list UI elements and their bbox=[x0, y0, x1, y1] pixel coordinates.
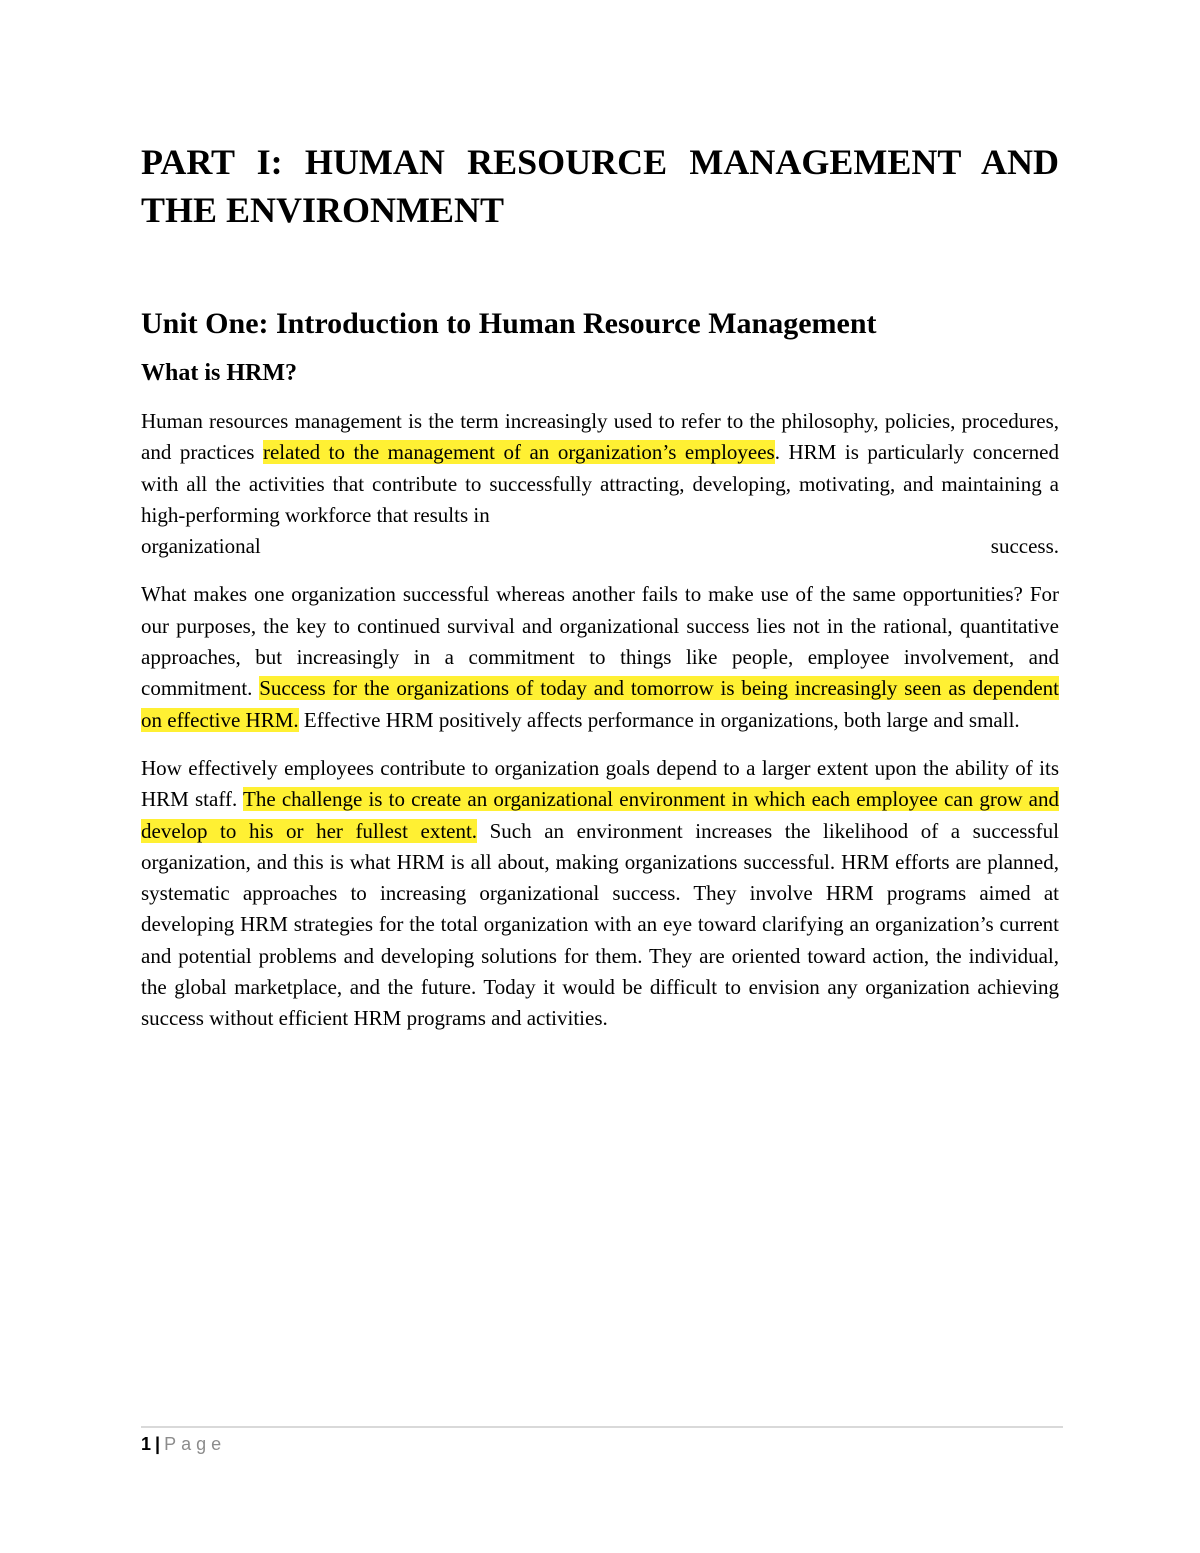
paragraph-2-highlight: Success for the organizations of today and tomorrow is being increasingly seen as dependent on effective HRM. bbox=[141, 676, 1059, 732]
paragraph-1-highlight: related to the management of an organization’s employees bbox=[262, 440, 775, 465]
paragraph-3 bbox=[141, 753, 1059, 1035]
unit-title: Unit One: Introduction to Human Resource Management bbox=[141, 307, 877, 340]
paragraph-1-text-continued: . HRM is particularly concerned with all the activities that contribute to successfully attracting, developing, motivating, and maintaining a high-performing workforce that results in bbox=[141, 440, 1059, 527]
paragraph-1-last-line bbox=[141, 531, 1059, 562]
paragraph-3-text: How effectively employees contribute to organization goals depend to a larger extent upon the ability of its HRM staff. bbox=[141, 755, 1059, 812]
footer-separator: | bbox=[155, 1434, 161, 1454]
paragraph-3-text-continued: Such an environment increases the likelihood of a successful organization, and this is what HRM is all about, making organizations successful. HRM efforts are planned, systematic approaches to increasing organizational success. They involve HRM programs aimed at developing HRM strategies for the total organization with an eye toward clarifying an organization’s current and potential problems and developing solutions for them. They are oriented toward action, the individual, the global marketplace, and the future. Today it would be difficult to envision any organization achieving success without efficient HRM programs and activities. bbox=[141, 818, 1059, 1031]
paragraph-1 bbox=[141, 406, 1059, 562]
paragraph-1-last-word-right: success. bbox=[990, 534, 1059, 559]
paragraph-3-highlight: The challenge is to create an organizational environment in which each employee can grow and develop to his or her fullest extent. bbox=[141, 787, 1059, 843]
document-page bbox=[141, 138, 1059, 1035]
section-title: What is HRM? bbox=[141, 360, 297, 386]
paragraph-1-text: Human resources management is the term increasingly used to refer to the philosophy, policies, procedures, and practices bbox=[141, 409, 1059, 465]
page-number: 1 bbox=[141, 1434, 152, 1454]
page-label: Page bbox=[164, 1434, 227, 1454]
paragraph-2-text: What makes one organization successful whereas another fails to make use of the same opportunities? For our purposes, the key to continued survival and organizational success lies not in the rational, quantitative approaches, but increasingly in a commitment to things like people, employee involvement, and commitment. bbox=[141, 582, 1059, 701]
page-footer bbox=[141, 1426, 1063, 1456]
paragraph-2-text-continued: Effective HRM positively affects performance in organizations, both large and small. bbox=[298, 707, 1020, 732]
part-title: PART I: HUMAN RESOURCE MANAGEMENT AND THE ENVIRONMENT bbox=[141, 142, 1059, 230]
paragraph-1-last-word-left: organizational bbox=[141, 534, 261, 559]
paragraph-2 bbox=[141, 579, 1059, 735]
